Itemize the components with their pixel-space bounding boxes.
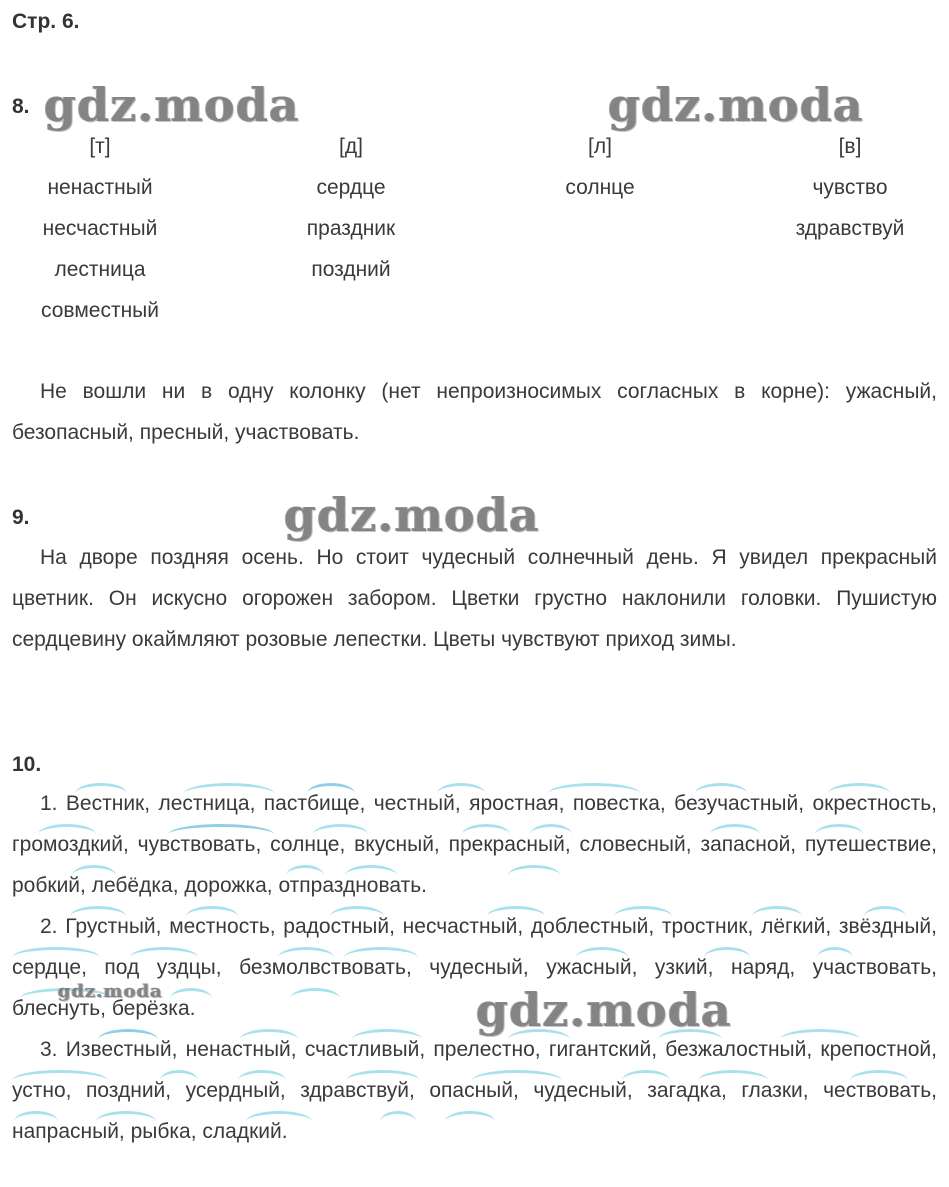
column-word: праздник xyxy=(306,217,396,240)
column-header: [л] xyxy=(588,135,612,158)
watermark-logo: gdz.moda xyxy=(476,983,732,1037)
column-word: чувство xyxy=(812,176,888,199)
column-l xyxy=(515,135,685,217)
task-10-item-2: 2. Грустный, местность, радостный, несчастный, доблестный, тростник, лёгкий, звёздный, сердце, под уздцы, безмолвствовать, чудесный, ужасный, узкий, наряд, участвовать, блеснуть, берёзка. xyxy=(12,915,937,1020)
column-d xyxy=(266,135,436,299)
column-header: [д] xyxy=(339,135,363,158)
watermark-logo: gdz.moda xyxy=(284,488,540,542)
task-9-number: 9. xyxy=(12,506,30,529)
column-v xyxy=(765,135,935,258)
column-word: здравствуй xyxy=(795,217,905,240)
task-8-note: Не вошли ни в одну колонку (нет непроизносимых согласных в корне): ужасный, безопасный, пресный, участвовать. xyxy=(12,380,937,444)
task-10-item-1: 1. Вестник, лестница, пастбище, честный, яростная, повестка, безучастный, окрестность, громоздкий, чувствовать, солнце, вкусный, прекрасный, словесный, запасной, путешествие, робкий, лебёдка, дорожка, отпраздновать. xyxy=(12,792,937,897)
task-8-number: 8. xyxy=(12,95,30,118)
watermark-logo-small: gdz.moda xyxy=(58,981,163,1002)
column-word: несчастный xyxy=(42,217,158,240)
column-header: [в] xyxy=(838,135,862,158)
column-word: поздний xyxy=(311,258,391,281)
column-word: сердце xyxy=(316,176,386,199)
task-10-number: 10. xyxy=(12,753,42,776)
watermark-logo: gdz.moda xyxy=(608,78,864,132)
task-9-text: На дворе поздняя осень. Но стоит чудесный солнечный день. Я увидел прекрасный цветник. Он искусно огорожен забором. Цветки грустно наклонили головки. Пушистую сердцевину окаймляют розовые лепестки. Цветы чувствуют приход зимы. xyxy=(12,546,937,651)
column-t xyxy=(15,135,185,340)
column-header: [т] xyxy=(89,135,111,158)
column-word: ненастный xyxy=(47,176,153,199)
task-10-item-3: 3. Известный, ненастный, счастливый, прелестно, гигантский, безжалостный, крепостной, устно, поздний, усердный, здравствуй, опасный, чудесный, загадка, глазки, чествовать, напрасный, рыбка, сладкий. xyxy=(12,1038,937,1143)
column-word: лестница xyxy=(54,258,146,281)
column-word: совместный xyxy=(41,299,159,322)
column-word: солнце xyxy=(565,176,635,199)
watermark-logo: gdz.moda xyxy=(44,78,300,132)
page-title: Стр. 6. xyxy=(12,10,80,33)
